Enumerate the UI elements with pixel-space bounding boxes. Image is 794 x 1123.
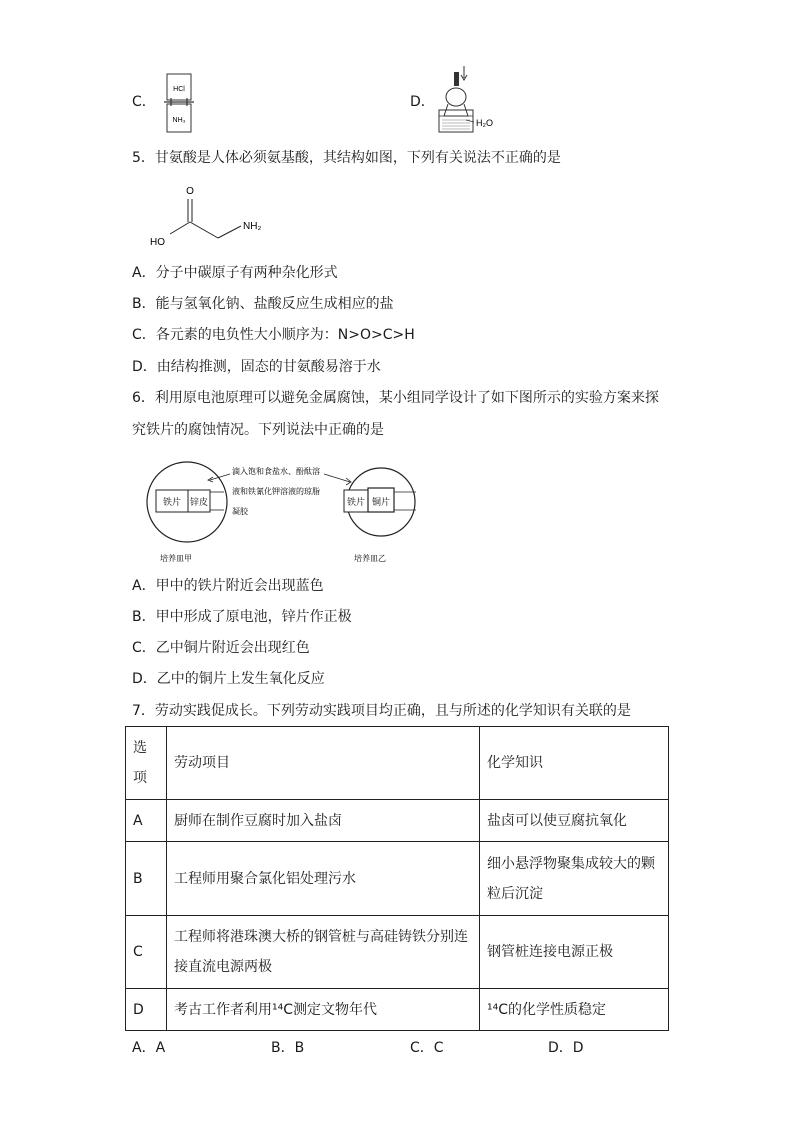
row-knowledge: ¹⁴C的化学性质稳定 xyxy=(480,989,669,1031)
q7-answer-d[interactable]: D．D xyxy=(548,1040,584,1056)
q6-dish-a-caption: 培养皿甲 xyxy=(160,554,192,563)
q4-option-c-label[interactable]: C． xyxy=(132,94,156,110)
table-header-row xyxy=(126,727,669,800)
q6-stem-line2: 究铁片的腐蚀情况。下列说法中正确的是 xyxy=(132,422,384,438)
q5-o-label: O xyxy=(186,186,194,197)
row-knowledge-line1: 细小悬浮物聚集成较大的颗 xyxy=(487,855,655,872)
row-option: B xyxy=(126,842,167,916)
row-item xyxy=(167,916,480,989)
q5-stem: 5．甘氨酸是人体必须氨基酸，其结构如图，下列有关说法不正确的是 xyxy=(132,150,561,166)
row-knowledge-line2: 粒后沉淀 xyxy=(487,885,543,902)
q5-option-b[interactable]: B．能与氢氧化钠、盐酸反应生成相应的盐 xyxy=(132,296,394,312)
q6-option-a[interactable]: A．甲中的铁片附近会出现蓝色 xyxy=(132,578,324,594)
q5-glycine-structure xyxy=(146,182,276,250)
header-option-line2: 项 xyxy=(133,770,147,786)
q6-annotation-line1: 滴入饱和食盐水、酚酞溶 xyxy=(232,467,320,476)
row-option: C xyxy=(126,916,167,989)
row-item-line1: 工程师将港珠澳大桥的钢管桩与高硅铸铁分别连 xyxy=(174,929,468,945)
q6-stem-line1: 6．利用原电池原理可以避免金属腐蚀，某小组同学设计了如下图所示的实验方案来探 xyxy=(132,390,659,406)
q4-c-bottom-label: NH₃ xyxy=(172,117,186,124)
row-item: 考古工作者利用¹⁴C测定文物年代 xyxy=(167,989,480,1031)
q6-option-c[interactable]: C．乙中铜片附近会出现红色 xyxy=(132,640,310,656)
header-option-line1: 选 xyxy=(133,740,147,756)
q7-answer-a[interactable]: A．A xyxy=(132,1040,166,1056)
q6-dish-b-caption: 培养皿乙 xyxy=(354,554,386,563)
q6-option-b[interactable]: B．甲中形成了原电池，锌片作正极 xyxy=(132,609,352,625)
q4-option-c-figure xyxy=(160,70,200,136)
row-item-line2: 接直流电源两极 xyxy=(174,959,272,975)
q5-option-d[interactable]: D．由结构推测，固态的甘氨酸易溶于水 xyxy=(132,359,381,375)
q6-dish-a-right-label: 锌皮 xyxy=(189,497,209,507)
q7-table xyxy=(125,726,669,1031)
table-row xyxy=(126,842,669,916)
q6-dish-a-left-label: 铁片 xyxy=(162,497,182,507)
header-knowledge-cell: 化学知识 xyxy=(480,727,669,800)
q6-annotation-line3: 凝胶 xyxy=(232,507,248,516)
q7-stem: 7．劳动实践促成长。下列劳动实践项目均正确，且与所述的化学知识有关联的是 xyxy=(132,703,631,719)
header-item-cell: 劳动项目 xyxy=(167,727,480,800)
q5-ho-label: HO xyxy=(150,237,165,248)
q4-option-d-figure xyxy=(436,64,506,136)
row-option: A xyxy=(126,800,167,842)
q7-answer-c[interactable]: C．C xyxy=(410,1040,444,1056)
q6-dish-b-right-label: 铜片 xyxy=(371,497,391,507)
q6-annotation-line2: 液和铁氰化钾溶液的琼脂 xyxy=(232,487,320,496)
row-item: 工程师用聚合氯化铝处理污水 xyxy=(167,842,480,916)
q4-option-d-label[interactable]: D． xyxy=(410,94,435,110)
q5-nh2-label: NH₂ xyxy=(243,221,262,232)
q6-option-d[interactable]: D．乙中的铜片上发生氧化反应 xyxy=(132,671,325,687)
row-knowledge: 盐卤可以使豆腐抗氧化 xyxy=(480,800,669,842)
q4-d-water-label: H₂O xyxy=(476,118,493,128)
table-row xyxy=(126,989,669,1031)
row-knowledge: 钢管桩连接电源正极 xyxy=(480,916,669,989)
table-row xyxy=(126,800,669,842)
table-row xyxy=(126,916,669,989)
q5-option-a[interactable]: A．分子中碳原子有两种杂化形式 xyxy=(132,265,338,281)
row-option: D xyxy=(126,989,167,1031)
q6-dish-figure xyxy=(144,452,424,570)
header-option-cell xyxy=(126,727,167,800)
q6-dish-b-left-label: 铁片 xyxy=(346,497,366,507)
q5-option-c[interactable]: C．各元素的电负性大小顺序为：N>O>C>H xyxy=(132,327,415,343)
row-knowledge xyxy=(480,842,669,916)
q7-answer-b[interactable]: B．B xyxy=(271,1040,305,1056)
q4-c-top-label: HCl xyxy=(173,86,185,93)
row-item: 厨师在制作豆腐时加入盐卤 xyxy=(167,800,480,842)
